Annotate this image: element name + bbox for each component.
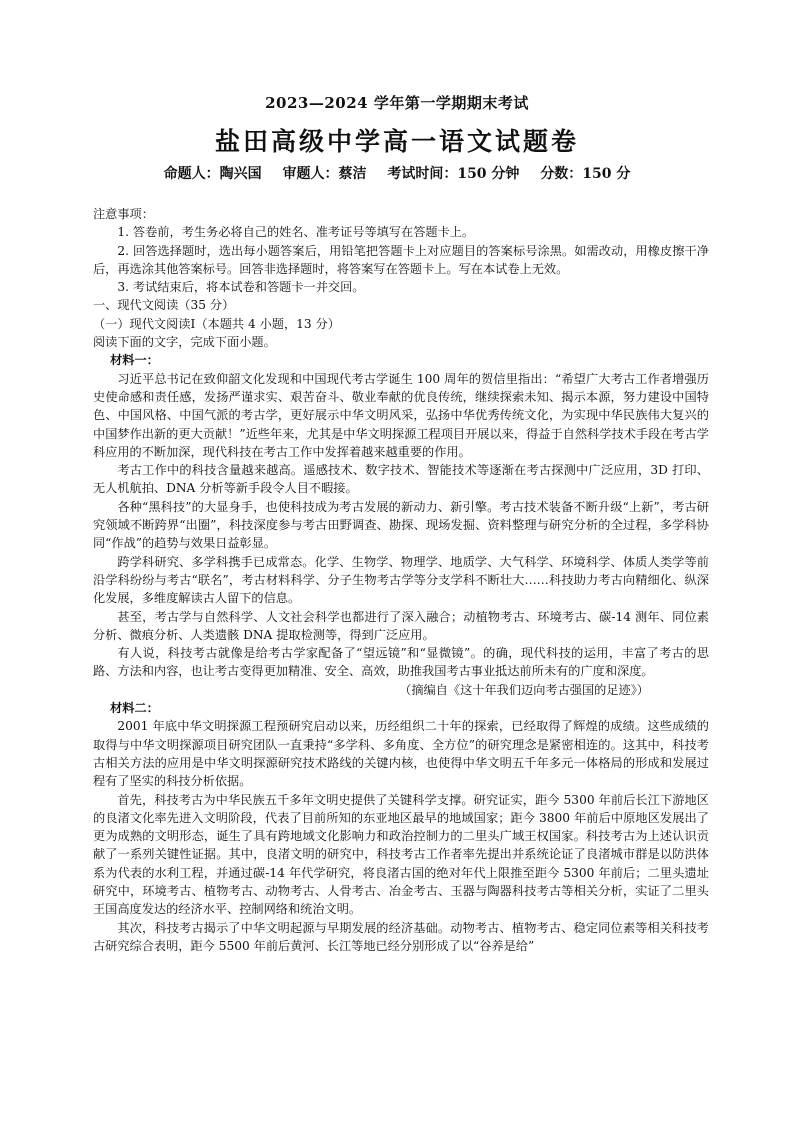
material-paragraph: 习近平总书记在致仰韶文化发现和中国现代考古学诞生 100 周年的贺信里指出：“希望广大考古工作者增强历史使命感和责任感，发扬严谨求实、艰苦奋斗、敬业奉献的优良传统，继续探索未知、揭示本源，努力建设中国特色、中国风格、中国气派的考古学，更好展示中华文明风采，弘扬中华优秀传统文化，为实现中华民族伟大复兴的中国梦作出新的更大贡献！”近些年来，尤其是中华文明探源工程项目开展以来，得益于自然科学技术手段在考古学科应用的不断加深，现代科技在考古工作中发挥着越来越重要的作用。 — [93, 371, 709, 459]
material-source: （摘编自《这十年我们迈向考古强国的足迹》） — [399, 682, 649, 697]
material-paragraph: 其次，科技考古揭示了中华文明起源与早期发展的经济基础。动物考古、植物考古、稳定同位素等相关科技考古研究综合表明，距今 5500 年前后黄河、长江等地已经分别形成了以“谷养是给” — [93, 920, 709, 953]
material-paragraph: 有人说，科技考古就像是给考古学家配备了“望远镜”和“显微镜”。的确，现代科技的运用，丰富了考古的思路、方法和内容，也让考古变得更加精准、安全、高效，助推我国考古事业抵达前所未有的广度和深度。 — [93, 646, 709, 679]
exam-title: 盐田高级中学高一语文试题卷 — [214, 127, 579, 156]
setter: 命题人：陶兴国 — [163, 166, 262, 182]
notice-item: 1. 答卷前，考生务必将自己的姓名、准考证号等填写在答题卡上。 — [117, 225, 475, 240]
material-paragraph: 首先，科技考古为中华民族五千多年文明史提供了关键科学支撑。研究证实，距今 5300 年前后长江下游地区的良渚文化率先进入文明阶段，代表了目前所知的东亚地区最早的地域国家；距今 3800 年前后中原地区发展出了更为成熟的文明形态，诞生了具有跨地域文化影响力和政治控制力的二里头广域王权国家。科技考古为上述认识贡献了一系列关键性证据。其中，良渚文明的研究中，科技考古工作者率先提出并系统论证了良渚城市群是以防洪体系为代表的水利工程，并通过碳-14 年代学研究，将良渚古国的绝对年代上限推至距今 5300 年前后；二里头遗址研究中，环境考古、植物考古、动物考古、人骨考古、冶金考古、玉器与陶器科技考古等相关分析，实证了二里头王国高度发达的经济水平、控制网络和统治文明。 — [93, 792, 709, 917]
total-score: 分数：150 分 — [540, 166, 631, 182]
reading-instruction: 阅读下面的文字，完成下面小题。 — [93, 335, 276, 350]
material-paragraph: 各种“黑科技”的大显身手，也使科技成为考古发展的新动力、新引擎。考古技术装备不断升级“上新”，考古研究领域不断跨界“出圈”，科技深度参与考古田野调查、勘探、现场发掘、资料整理与研究分析的全过程，多学科协同“作战”的趋势与效果日益彰显。 — [93, 499, 709, 551]
material-paragraph: 考古工作中的科技含量越来越高。遥感技术、数字技术、智能技术等逐渐在考古探测中广泛应用，3D 打印、无人机航拍、DNA 分析等新手段令人目不暇接。 — [93, 463, 709, 496]
notice-heading: 注意事项： — [93, 207, 154, 221]
material-paragraph: 2001 年底中华文明探源工程预研究启动以来，历经组织二十年的探索，已经取得了辉煌的成绩。这些成绩的取得与中华文明探源项目研究团队一直秉持“多学科、多角度、全方位”的研究理念是紧密相连的。这其中，科技考古相关方法的应用是中华文明探源研究技术路线的关键内核，也使得中华文明五千年多元一体格局的形成和发展过程有了坚实的科技分析依据。 — [93, 719, 709, 789]
reviewer: 审题人：蔡洁 — [282, 166, 367, 182]
exam-time: 考试时间：150 分钟 — [387, 166, 520, 182]
material-label: 材料一： — [110, 353, 159, 368]
material-paragraph: 甚至，考古学与自然科学、人文社会科学也都进行了深入融合；动植物考古、环境考古、碳-14 测年、同位素分析、微痕分析、人类遗骸 DNA 提取检测等，得到广泛应用。 — [93, 609, 709, 642]
section-heading: 一、现代文阅读（35 分） — [93, 298, 235, 313]
notice-item: 2. 回答选择题时，选出每小题答案后，用铅笔把答题卡上对应题目的答案标号涂黑。如需改动，用橡皮擦干净后，再选涂其他答案标号。回答非选择题时，将答案写在答题卡上。写在本试卷上无效。 — [93, 243, 709, 276]
material-label: 材料二： — [110, 701, 159, 716]
notice-item: 3. 考试结束后，将本试卷和答题卡一并交回。 — [117, 280, 365, 295]
material-paragraph: 跨学科研究、多学科携手已成常态。化学、生物学、物理学、地质学、大气科学、环境科学、体质人类学等前沿学科纷纷与考古“联名”，考古材料科学、分子生物考古学等分支学科不断壮大……科技助力考古向精细化、纵深化发展，多维度解读古人留下的信息。 — [93, 554, 709, 606]
exam-meta — [0, 163, 794, 183]
subsection-heading: （一）现代文阅读Ⅰ（本题共 4 小题，13 分） — [93, 316, 340, 331]
exam-year-line: 2023—2024 学年第一学期期末考试 — [265, 94, 529, 112]
exam-body — [93, 205, 709, 955]
